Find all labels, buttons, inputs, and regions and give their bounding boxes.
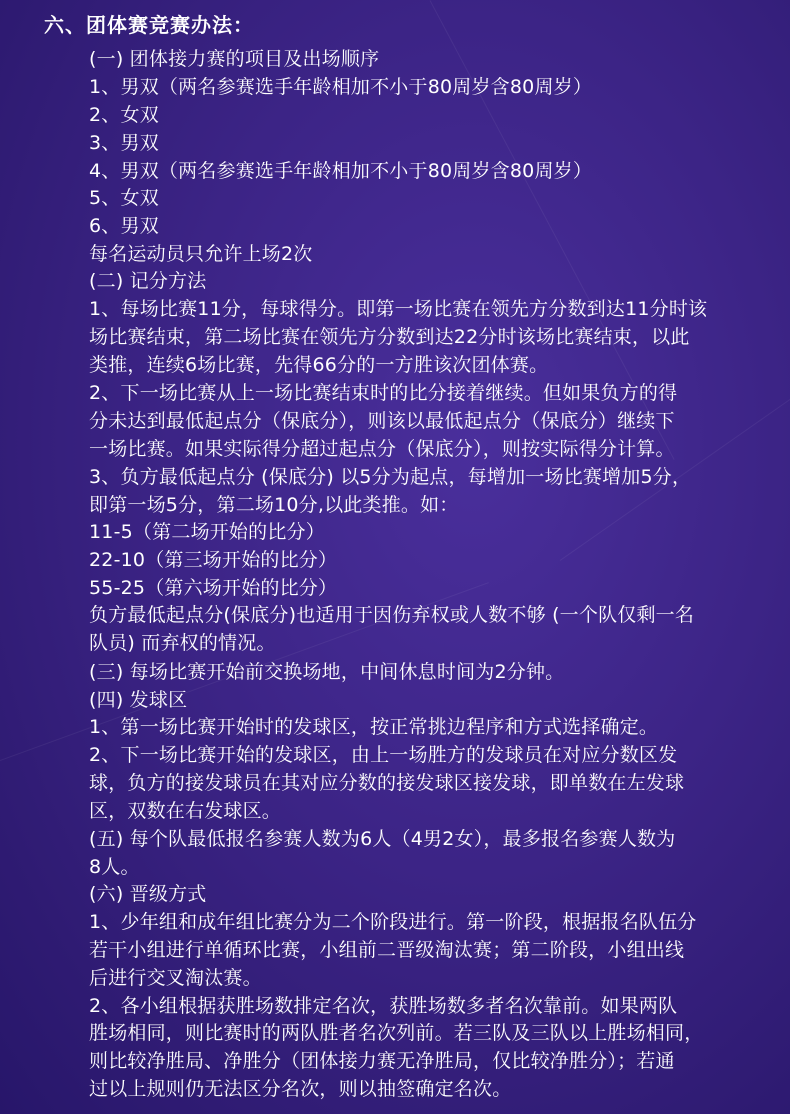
- text-line: 过以上规则仍无法区分名次，则以抽签确定名次。: [89, 1078, 512, 1100]
- text-line: 每名运动员只允许上场2次: [89, 243, 313, 265]
- text-line: 5、女双: [89, 187, 159, 209]
- text-line: (三) 每场比赛开始前交换场地，中间休息时间为2分钟。: [89, 661, 565, 683]
- text-line: 若干小组进行单循环比赛，小组前二晋级淘汰赛；第二阶段，小组出线: [89, 939, 685, 961]
- text-line: (五) 每个队最低报名参赛人数为6人（4男2女），最多报名参赛人数为: [89, 828, 676, 850]
- text-line: 4、男双（两名参赛选手年龄相加不小于80周岁含80周岁）: [89, 160, 593, 182]
- text-line: 22-10（第三场开始的比分）: [89, 549, 338, 571]
- text-line: (二) 记分方法: [89, 270, 207, 292]
- text-line: 3、负方最低起点分 (保底分) 以5分为起点，每增加一场比赛增加5分，: [89, 466, 692, 488]
- text-line: 场比赛结束，第二场比赛在领先方分数到达22分时该场比赛结束，以此: [89, 326, 690, 348]
- text-line: 2、各小组根据获胜场数排定名次，获胜场数多者名次靠前。如果两队: [89, 995, 678, 1017]
- text-line: 区，双数在右发球区。: [89, 800, 282, 822]
- text-line: 55-25（第六场开始的比分）: [89, 577, 338, 599]
- text-line: (六) 晋级方式: [89, 883, 207, 905]
- text-line: 后进行交叉淘汰赛。: [89, 967, 262, 989]
- text-line: 分未达到最低起点分（保底分），则该以最低起点分（保底分）继续下: [89, 410, 675, 432]
- text-line: 类推，连续6场比赛，先得66分的一方胜该次团体赛。: [89, 354, 549, 376]
- text-line: 1、少年组和成年组比赛分为二个阶段进行。第一阶段，根据报名队伍分: [89, 911, 697, 933]
- text-line: 队员) 而弃权的情况。: [89, 632, 276, 654]
- text-line: 2、下一场比赛从上一场比赛结束时的比分接着继续。但如果负方的得: [89, 382, 678, 404]
- text-line: 2、下一场比赛开始的发球区，由上一场胜方的发球员在对应分数区发: [89, 744, 678, 766]
- text-line: 6、男双: [89, 215, 159, 237]
- section-heading: 六、团体赛竞赛办法：: [44, 13, 254, 37]
- text-line: 2、女双: [89, 104, 159, 126]
- text-line: 3、男双: [89, 132, 159, 154]
- text-line: 1、第一场比赛开始时的发球区，按正常挑边程序和方式选择确定。: [89, 716, 659, 738]
- text-line: 1、每场比赛11分，每球得分。即第一场比赛在领先方分数到达11分时该: [89, 298, 708, 320]
- text-line: 即第一场5分，第二场10分,以此类推。如：: [89, 494, 459, 516]
- text-line: 一场比赛。如果实际得分超过起点分（保底分），则按实际得分计算。: [89, 438, 675, 460]
- text-line: 1、男双（两名参赛选手年龄相加不小于80周岁含80周岁）: [89, 76, 593, 98]
- text-line: 8人。: [89, 856, 140, 878]
- text-line: 胜场相同，则比赛时的两队胜者名次列前。若三队及三队以上胜场相同，: [89, 1022, 704, 1044]
- text-line: 则比较净胜局、净胜分（团体接力赛无净胜局，仅比较净胜分）；若通: [89, 1050, 675, 1072]
- text-line: 11-5（第二场开始的比分）: [89, 521, 325, 543]
- text-line: 负方最低起点分(保底分)也适用于因伤弃权或人数不够 (一个队仅剩一名: [89, 604, 695, 626]
- text-line: (四) 发球区: [89, 689, 188, 711]
- text-line: (一) 团体接力赛的项目及出场顺序: [89, 48, 380, 70]
- text-line: 球，负方的接发球员在其对应分数的接发球区接发球，即单数在左发球: [89, 772, 685, 794]
